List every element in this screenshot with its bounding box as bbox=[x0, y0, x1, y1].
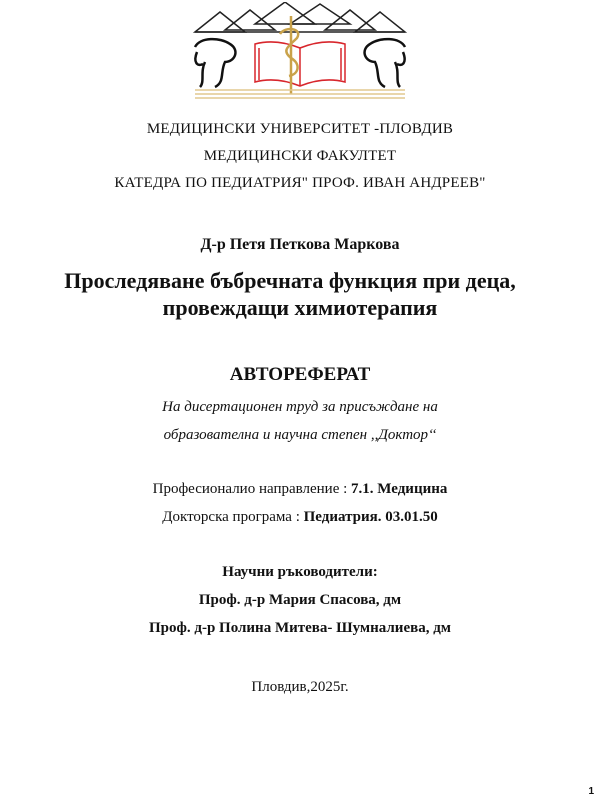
program-label: Докторска програма : bbox=[162, 509, 304, 525]
document-type: АВТОРЕФЕРАТ bbox=[229, 364, 371, 385]
lion-right-icon bbox=[365, 39, 405, 87]
university-logo bbox=[185, 2, 415, 102]
professional-field bbox=[0, 481, 600, 498]
department-name: КАТЕДРА ПО ПЕДИАТРИЯ" ПРОФ. ИВАН АНДРЕЕВ" bbox=[114, 175, 486, 191]
title-line-1: Проследяване бъбречната функция при деца, bbox=[64, 268, 516, 293]
subtitle-line-2: образователна и научна степен ,,Доктор‘‘ bbox=[163, 427, 437, 443]
author-name: Д-р Петя Петкова Маркова bbox=[200, 236, 400, 253]
program-value: Педиатрия. 03.01.50 bbox=[303, 509, 438, 525]
lion-left-icon bbox=[195, 39, 235, 87]
subtitle-line-1: На дисертационен труд за присъждане на bbox=[162, 399, 438, 415]
supervisors-heading: Научни ръководители: bbox=[222, 564, 378, 580]
field-value: 7.1. Медицина bbox=[351, 481, 448, 497]
mountains-icon bbox=[195, 2, 405, 32]
faculty-name: МЕДИЦИНСКИ ФАКУЛТЕТ bbox=[203, 148, 397, 164]
supervisor-2: Проф. д-р Полина Митева- Шумналиева, дм bbox=[148, 620, 452, 636]
open-book-icon bbox=[255, 42, 345, 86]
page-number: 1 bbox=[588, 786, 594, 797]
base-lines bbox=[195, 90, 405, 98]
title-line-2: провеждащи химиотерапия bbox=[162, 295, 438, 320]
supervisor-1: Проф. д-р Мария Спасова, дм bbox=[198, 592, 402, 608]
doctoral-program bbox=[0, 509, 600, 526]
university-name: МЕДИЦИНСКИ УНИВЕРСИТЕТ -ПЛОВДИВ bbox=[146, 121, 454, 137]
place-date: Пловдив,2025г. bbox=[251, 679, 349, 695]
field-label: Професионалио направление : bbox=[152, 481, 352, 497]
